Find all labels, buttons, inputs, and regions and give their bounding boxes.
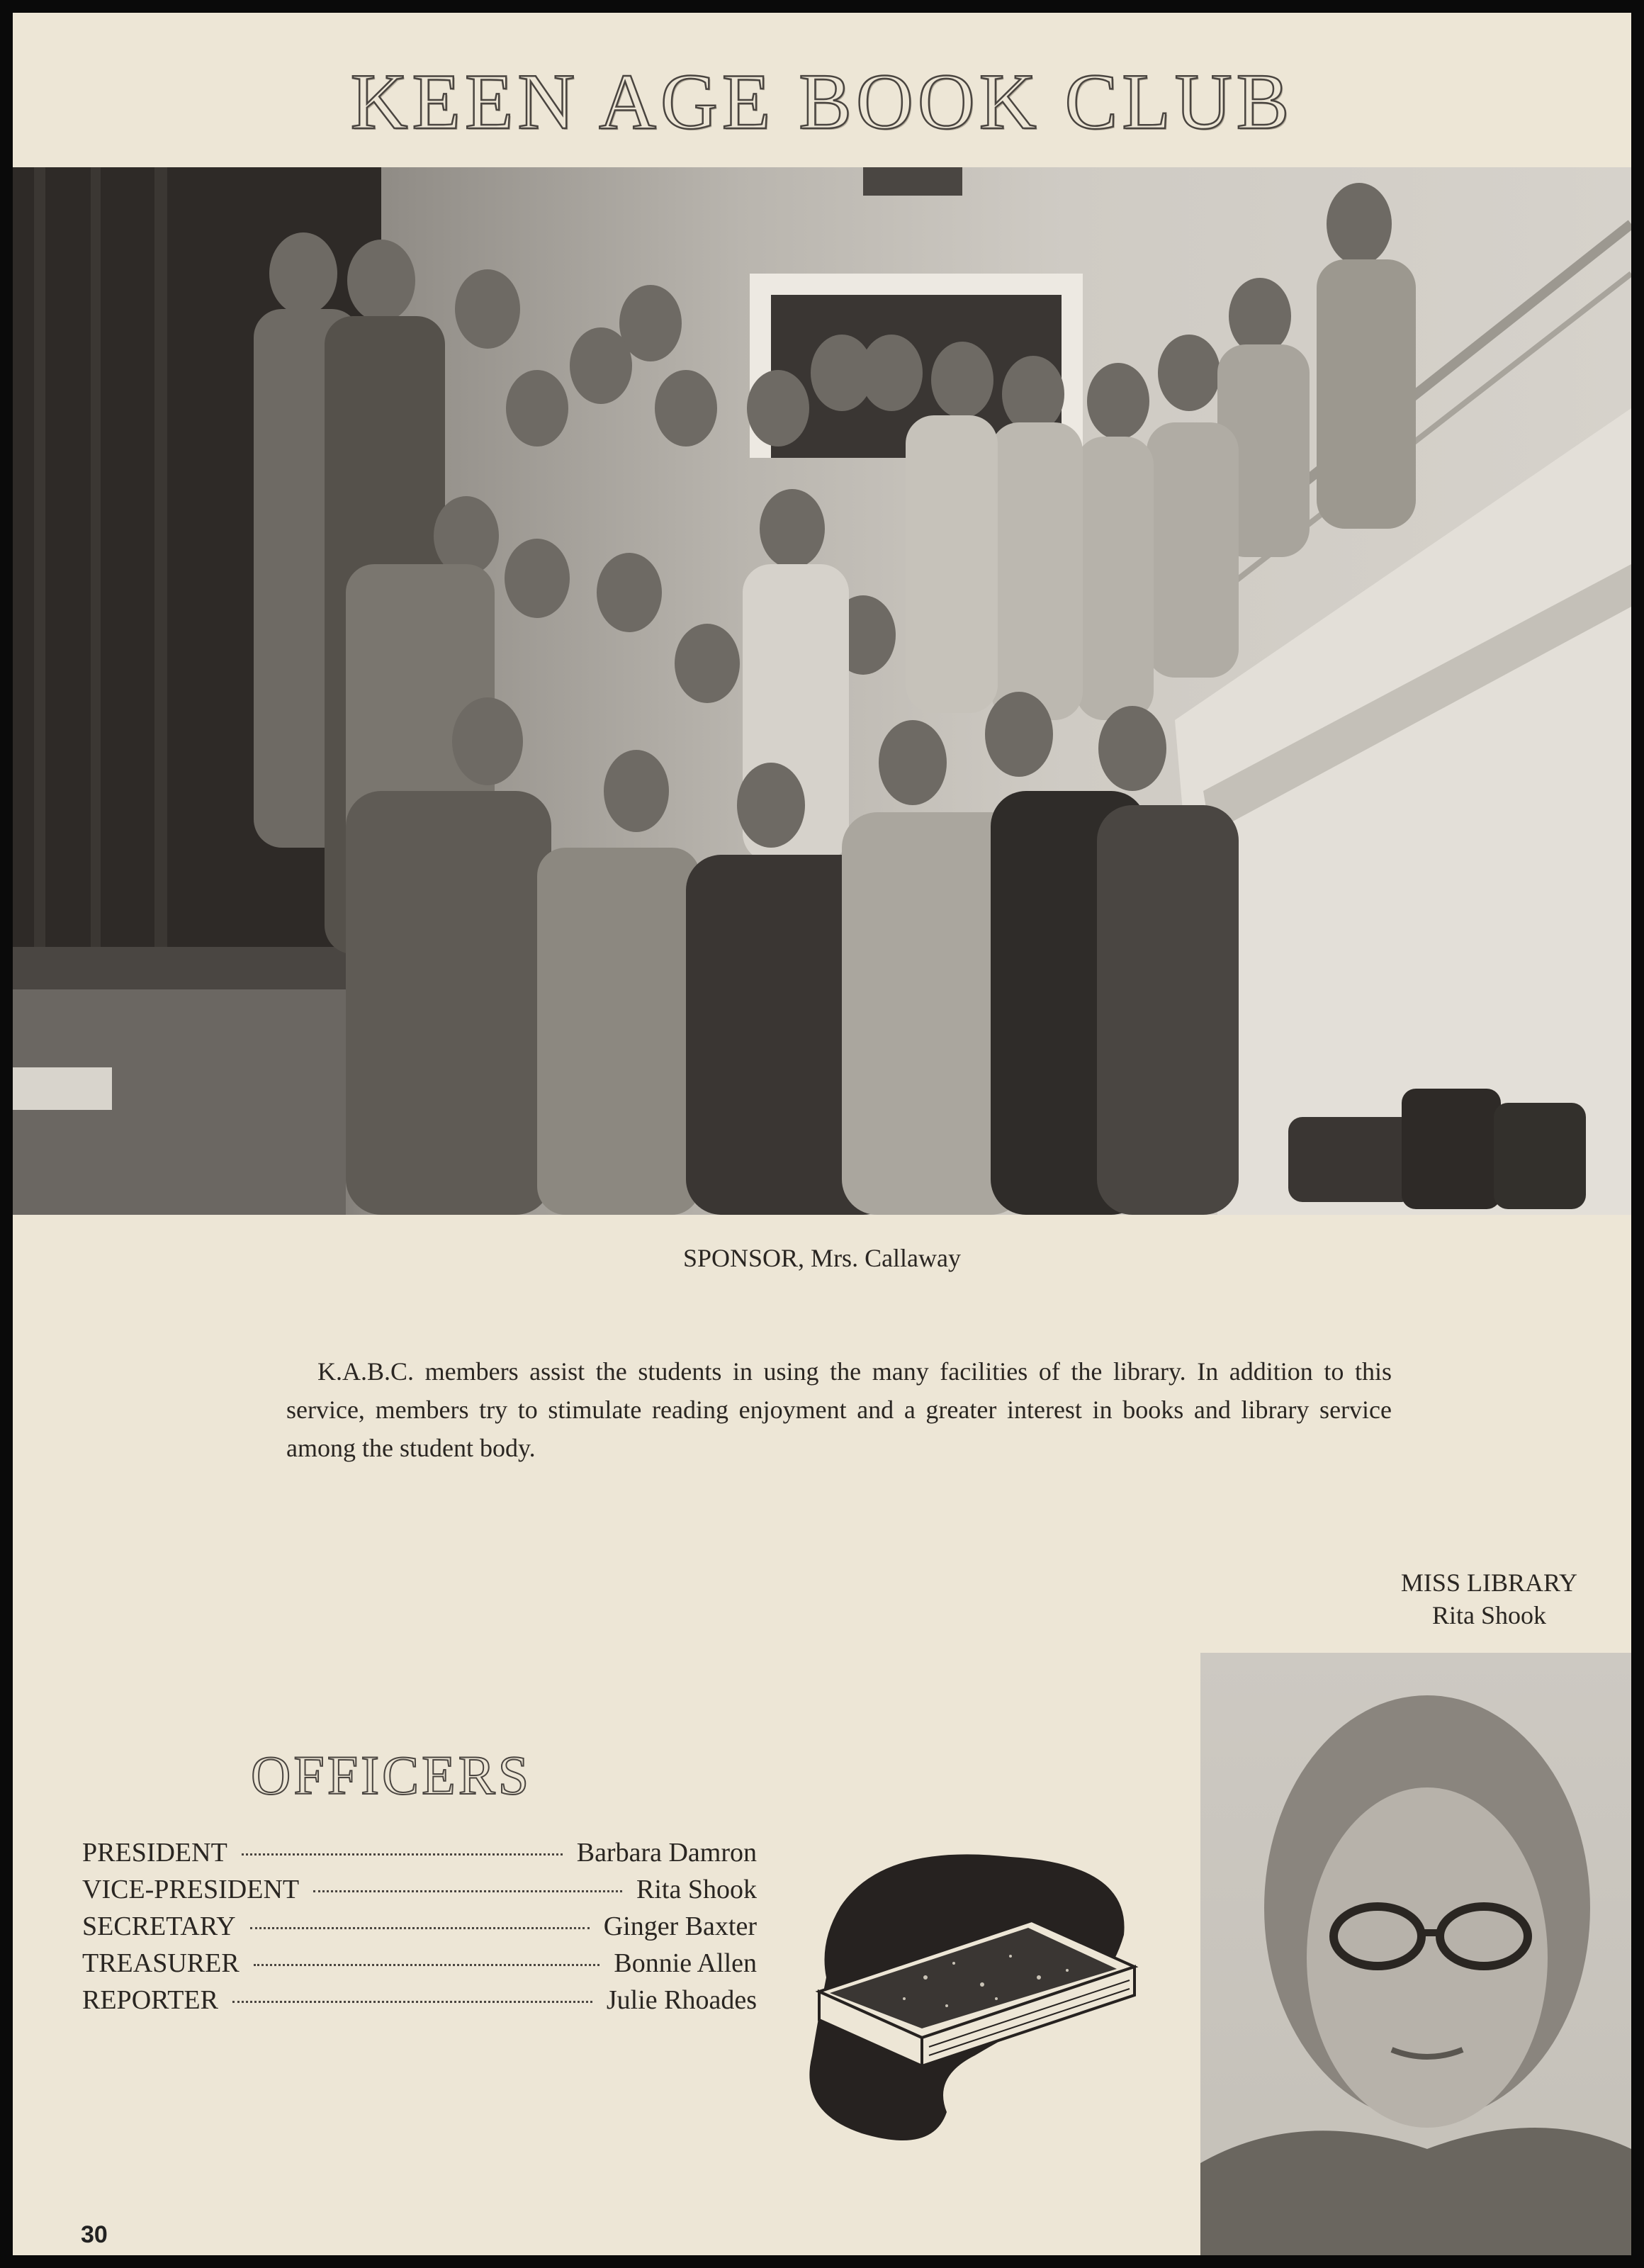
leader-dots <box>250 1927 590 1929</box>
group-photo <box>13 167 1631 1215</box>
book-illustration <box>798 1843 1152 2155</box>
miss-library-portrait <box>1200 1653 1631 2255</box>
officer-row-treasurer <box>82 1945 757 1982</box>
officer-name: Julie Rhoades <box>606 1985 757 2015</box>
yearbook-page <box>13 13 1631 2255</box>
officer-name: Rita Shook <box>636 1875 757 1904</box>
book-icon <box>798 1843 1152 2155</box>
photo-caption: SPONSOR, Mrs. Callaway <box>682 1244 962 1272</box>
officer-name: Bonnie Allen <box>614 1948 757 1978</box>
officer-row-president <box>82 1834 757 1871</box>
leader-dots <box>313 1890 622 1892</box>
officers-list <box>82 1834 757 2019</box>
officer-name: Ginger Baxter <box>603 1911 757 1941</box>
officer-role: VICE-PRESIDENT <box>82 1875 300 1904</box>
portrait-illustration <box>1200 1653 1631 2255</box>
page-title: KEEN AGE BOOK CLUB <box>350 58 1294 146</box>
officer-row-reporter <box>82 1982 757 2019</box>
officer-role: PRESIDENT <box>82 1838 227 1868</box>
officer-role: TREASURER <box>82 1948 240 1978</box>
miss-library-title: MISS LIBRARY <box>1400 1568 1577 1597</box>
miss-library-label <box>1401 1566 1577 1632</box>
officer-role: REPORTER <box>82 1985 218 2015</box>
page-number: 30 <box>81 2221 108 2248</box>
group-photo-illustration <box>13 167 1631 1215</box>
officer-row-vice-president <box>82 1871 757 1908</box>
officer-row-secretary <box>82 1908 757 1945</box>
leader-dots <box>254 1964 600 1966</box>
miss-library-name: Rita Shook <box>1431 1601 1546 1629</box>
leader-dots <box>232 2001 592 2003</box>
officer-role: SECRETARY <box>82 1911 236 1941</box>
officer-name: Barbara Damron <box>576 1838 757 1868</box>
officers-heading: OFFICERS <box>251 1744 532 1806</box>
club-description: K.A.B.C. members assist the students in using the many facilities of the library. In addition to this service, members try to stimulate reading enjoyment and a greater interest in books and library service among the student body. <box>286 1357 1392 1462</box>
leader-dots <box>242 1853 563 1856</box>
